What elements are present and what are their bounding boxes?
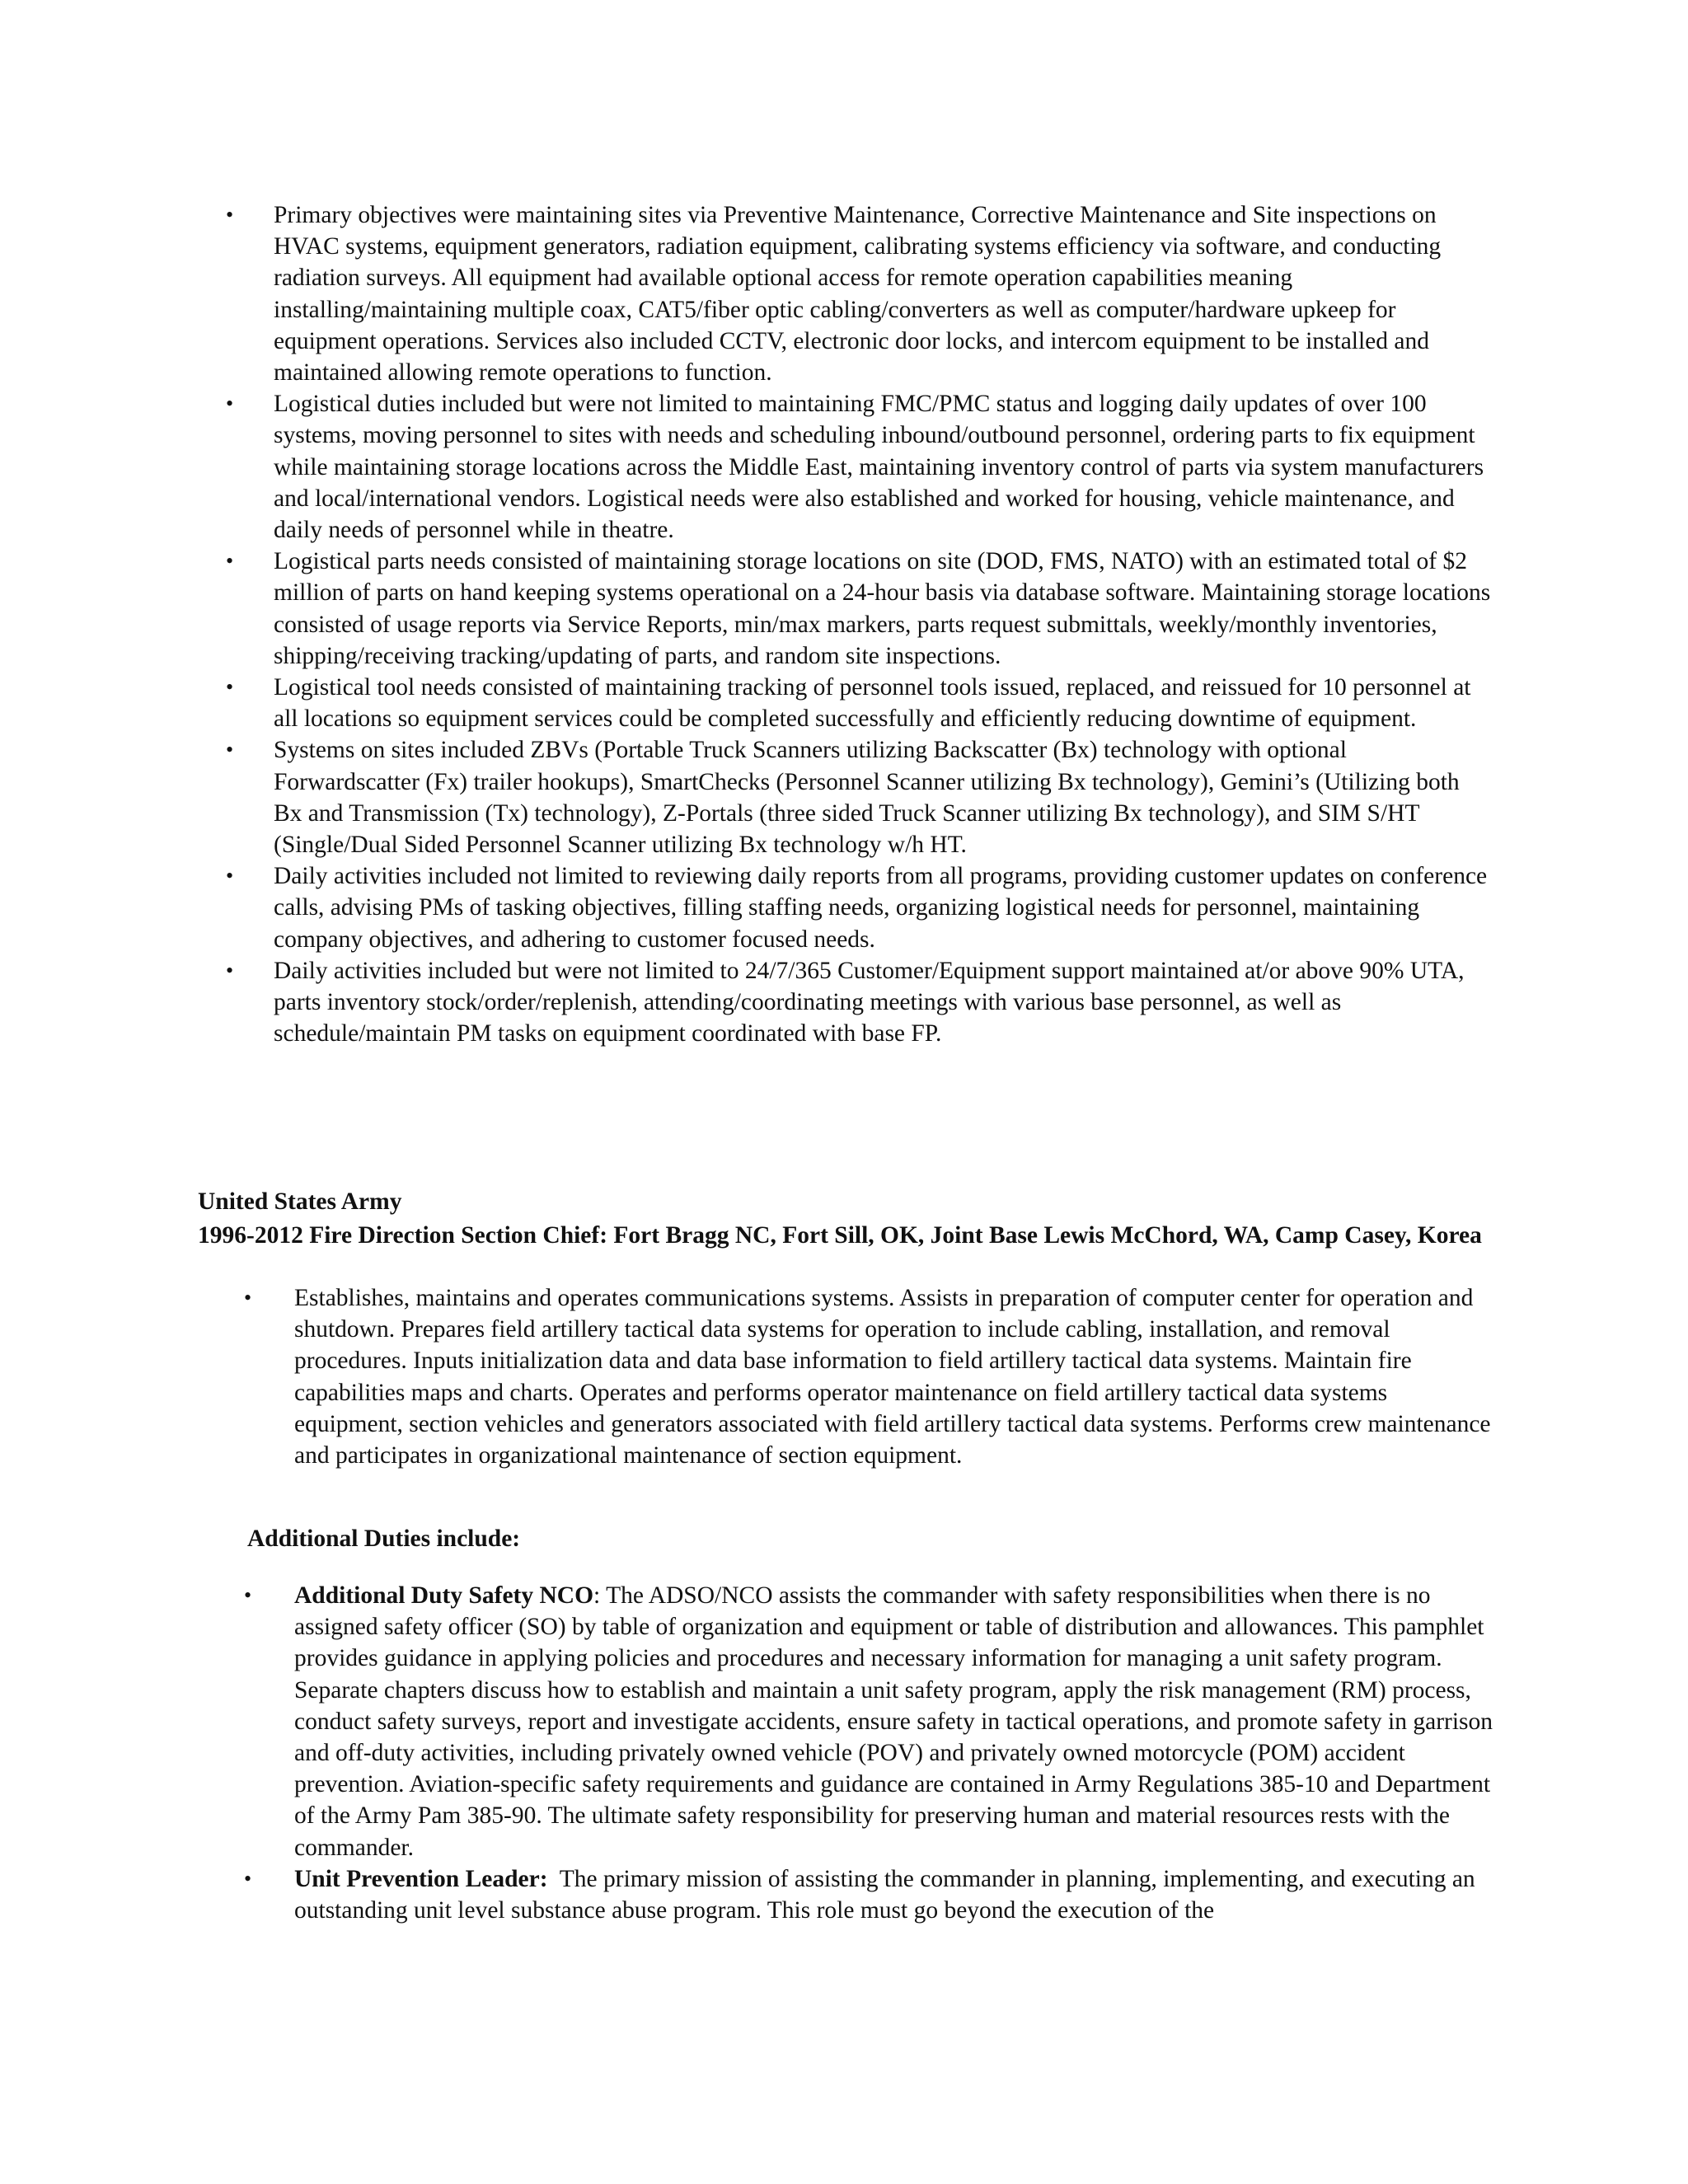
duty-separator [548, 1866, 560, 1892]
employer-name: United States Army [198, 1188, 402, 1215]
bullet-icon: • [244, 1583, 252, 1607]
position-title: 1996-2012 Fire Direction Section Chief: Fort Bragg NC, Fort Sill, OK, Joint Base Lewis McChord, WA, Camp Casey, Korea [198, 1222, 1482, 1249]
list-item [226, 860, 1492, 955]
list-item [226, 388, 1492, 546]
list-item [244, 1863, 1501, 1926]
list-item [226, 199, 1492, 388]
list-item-text: Establishes, maintains and operates communications systems. Assists in preparation of computer center for operation and shutdown. Prepares field artillery tactical data systems for operation to include cabling, installation, and removal procedures. Inputs initialization data and data base information to field artillery tactical data systems. Maintain fire capabilities maps and charts. Operates and performs operator maintenance on field artillery tactical data systems equipment, section vehicles and generators associated with field artillery tactical data systems. Performs crew maintenance and participates in organizational maintenance of section equipment. [294, 1285, 1491, 1469]
bullet-icon: • [226, 675, 234, 700]
additional-duties-list [244, 1580, 1501, 1926]
list-item [226, 955, 1492, 1050]
list-item [226, 734, 1492, 860]
list-item [244, 1282, 1498, 1471]
bullet-icon: • [226, 958, 234, 982]
list-item-text: Daily activities included not limited to reviewing daily reports from all programs, providing customer updates on conference calls, advising PMs of tasking objectives, filling staffing needs, organizing logistical needs for personnel, maintaining company objectives, and adhering to customer focused needs. [274, 863, 1488, 953]
additional-duties-heading: Additional Duties include: [247, 1526, 521, 1552]
bullet-icon: • [226, 391, 234, 416]
army-duties-list [244, 1282, 1498, 1471]
list-item-text: Logistical duties included but were not limited to maintaining FMC/PMC status and logging daily updates of over 100 systems, moving personnel to sites with needs and scheduling inbound/outbound personnel, ordering parts to fix equipment while maintaining storage locations across the Middle East, maintaining inventory control of parts via system manufacturers and local/international vendors. Logistical needs were also established and worked for housing, vehicle maintenance, and daily needs of personnel while in theatre. [274, 391, 1484, 544]
bullet-icon: • [244, 1866, 252, 1891]
bullet-icon: • [244, 1286, 252, 1310]
duty-title: Additional Duty Safety NCO [294, 1582, 594, 1609]
list-item-text: Primary objectives were maintaining sites via Preventive Maintenance, Corrective Maintenance and Site inspections on HVAC systems, equipment generators, radiation equipment, calibrating systems efficiency via software, and conducting radiation surveys. All equipment had available optional access for remote operation capabilities meaning installing/maintaining multiple coax, CAT5/fiber optic cabling/converters as well as computer/hardware upkeep for equipment operations. Services also included CCTV, electronic door locks, and intercom equipment to be installed and maintained allowing remote operations to function. [274, 202, 1442, 387]
employer-header [198, 1185, 1500, 1253]
list-item [226, 546, 1492, 672]
bullet-icon: • [226, 203, 234, 227]
list-item [244, 1580, 1501, 1863]
list-item-text: Systems on sites included ZBVs (Portable Truck Scanners utilizing Backscatter (Bx) technology with optional Forwardscatter (Fx) trailer hookups), SmartChecks (Personnel Scanner utilizing Bx technology), Gemini’s (Utilizing both Bx and Transmission (Tx) technology), Z-Portals (three sided Truck Scanner utilizing Bx technology), and SIM S/HT (Single/Dual Sided Personnel Scanner utilizing Bx technology w/h HT. [274, 737, 1460, 859]
bullet-icon: • [226, 738, 234, 762]
job-duties-list [226, 199, 1492, 1049]
duty-text: The ADSO/NCO assists the commander with safety responsibilities when there is no assigned safety officer (SO) by table of organization and equipment or table of distribution and allowances. This pamphlet provides guidance in applying policies and procedures and necessary information for managing a unit safety program. Separate chapters discuss how to establish and maintain a unit safety program, apply the risk management (RM) process, conduct safety surveys, report and investigate accidents, ensure safety in tactical operations, and promote safety in garrison and off-duty activities, including privately owned vehicle (POV) and privately owned motorcycle (POM) accident prevention. Aviation-specific safety requirements and guidance are contained in Army Regulations 385-10 and Department of the Army Pam 385-90. The ultimate safety responsibility for preserving human and material resources rests with the commander. [294, 1582, 1493, 1861]
duty-title: Unit Prevention Leader: [294, 1865, 548, 1892]
list-item-text: Logistical tool needs consisted of maintaining tracking of personnel tools issued, replaced, and reissued for 10 personnel at all locations so equipment services could be completed successfully and efficiently reducing downtime of equipment. [274, 674, 1471, 733]
bullet-icon: • [226, 549, 234, 574]
list-item-text: Logistical parts needs consisted of maintaining storage locations on site (DOD, FMS, NATO) with an estimated total of $2 million of parts on hand keeping systems operational on a 24-hour basis via database software. Maintaining storage locations consisted of usage reports via Service Reports, min/max markers, parts request submittals, weekly/monthly inventories, shipping/receiving tracking/updating of parts, and random site inspections. [274, 548, 1491, 669]
duty-text: The primary mission of assisting the commander in planning, implementing, and executing an outstanding unit level substance abuse program. This role must go beyond the execution of the [294, 1865, 1475, 1924]
list-item [226, 672, 1492, 734]
duty-separator: : [593, 1582, 607, 1609]
list-item-text: Daily activities included but were not limited to 24/7/365 Customer/Equipment support maintained at/or above 90% UTA, parts inventory stock/order/replenish, attending/coordinating meetings with various base personnel, as well as schedule/maintain PM tasks on equipment coordinated with base FP. [274, 957, 1465, 1047]
bullet-icon: • [226, 864, 234, 888]
